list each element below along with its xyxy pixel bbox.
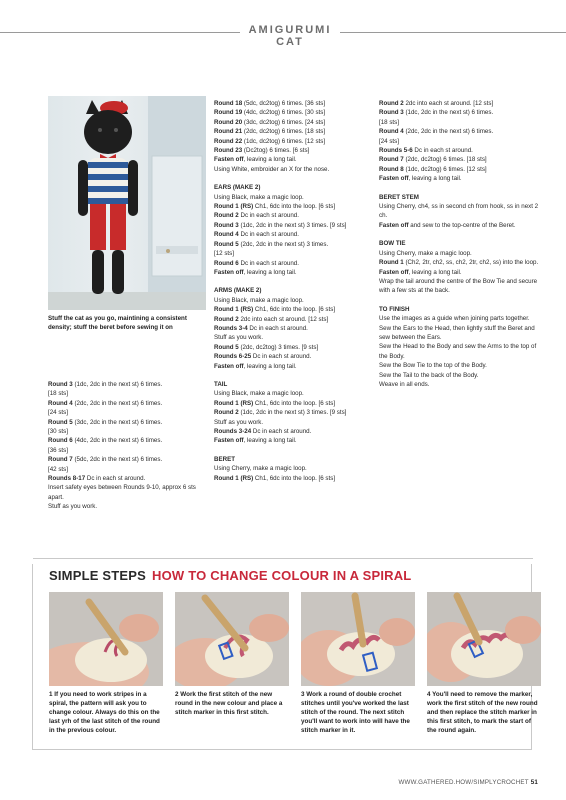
pattern-line-label: Round 21 [214, 128, 243, 136]
pattern-line-text: (2dc, 2dc in the next st) 3 times. [238, 240, 329, 248]
pattern-line-text: Dc in each st around. [412, 147, 473, 155]
pattern-line [214, 268, 374, 277]
pattern-line-label: Rounds 6-25 [214, 353, 252, 361]
pattern-line-text: [18 sts] [48, 390, 68, 398]
pattern-line-text: Dc in each st around. [247, 324, 308, 332]
pattern-line [214, 240, 374, 249]
section-heading: BERET [214, 455, 235, 463]
pattern-line-text: , leaving a long tail. [408, 175, 462, 183]
pattern-line-text: [36 sts] [48, 446, 68, 454]
pattern-line [214, 436, 374, 445]
pattern-line-label: Round 3 [48, 381, 73, 388]
step-4-text [427, 690, 541, 735]
step-3-number: 3 [301, 691, 305, 698]
pattern-line [214, 305, 374, 314]
pattern-line-text: 2dc into each st around. [12 sts] [238, 315, 329, 323]
step-3-text [301, 690, 415, 735]
pattern-line-text: (2dc, dc2tog) 6 times. [18 sts] [403, 156, 487, 164]
pattern-line-label: Round 18 [214, 100, 243, 107]
pattern-line-label: Fasten off [214, 268, 244, 276]
pattern-line [48, 474, 206, 483]
pattern-line-text: , leaving a long tail. [243, 268, 297, 276]
pattern-line-label: Round 20 [214, 118, 243, 126]
pattern-line-text: (1dc, 2dc in the next st) 6 times. [72, 381, 163, 388]
pattern-line [214, 296, 374, 305]
pattern-line-label: Fasten off [214, 362, 244, 370]
pattern-line-text: Use the images as a guide when joining parts together. [379, 315, 530, 323]
pattern-line [214, 399, 374, 408]
pattern-line-text: , leaving a long tail. [243, 362, 297, 370]
pattern-line-label: Rounds 8-17 [48, 475, 86, 483]
step-4 [427, 592, 541, 735]
pattern-line-label: Fasten off [214, 156, 244, 164]
pattern-line [379, 361, 539, 370]
pattern-line-label: Fasten off [379, 175, 409, 183]
step-4-photo [427, 592, 541, 686]
step-4-instructions: You'll need to remove the marker, work the first stitch of the new round and then replace the stitch marker in this first stitch, to mark the start of the round again. [427, 691, 538, 734]
step-2 [175, 592, 289, 717]
pattern-line-text: Dc in each st around. [85, 475, 146, 483]
column-3 [379, 99, 539, 389]
pattern-line-label: Rounds 5-6 [379, 147, 413, 155]
pattern-line [379, 146, 539, 155]
pattern-line [379, 108, 539, 117]
pattern-line-label: Round 6 [48, 437, 73, 445]
pattern-line-text: Using Cherry, make a magic loop. [379, 249, 472, 257]
pattern-line [379, 371, 539, 380]
pattern-line [48, 427, 206, 436]
pattern-line-label: Round 1 (RS) [214, 203, 254, 211]
pattern-line-text: Ch1, 6dc into the loop. [6 sts] [253, 203, 336, 211]
pattern-line-text: Ch1, 6dc into the loop. [6 sts] [253, 306, 336, 314]
pattern-line [379, 277, 539, 296]
pattern-line [214, 193, 374, 202]
pattern-line-label: Round 1 (RS) [214, 306, 254, 314]
pattern-line-text: Ch1, 6dc into the loop. [6 sts] [253, 474, 336, 482]
pattern-line [48, 408, 206, 417]
pattern-line [48, 483, 206, 502]
pattern-line-text: (Dc2tog) 6 times. [6 sts] [242, 147, 310, 155]
pattern-line-text: Sew the Ears to the Head, then lightly stuff the Beret and sew between the Ears. [379, 324, 535, 341]
pattern-line-text: , leaving a long tail. [408, 268, 462, 276]
pattern-line-label: Round 23 [214, 147, 243, 155]
step-2-photo [175, 592, 289, 686]
pattern-line [214, 259, 374, 268]
footer-url: WWW.GATHERED.HOW/SIMPLYCROCHET [398, 779, 529, 786]
steps-title [49, 568, 411, 583]
pattern-line [214, 474, 374, 483]
pattern-line-label: Round 22 [214, 137, 243, 145]
pattern-line-text: Using White, embroider an X for the nose. [214, 165, 330, 173]
pattern-line-text: (2dc, 2dc in the next st) 6 times. [403, 128, 494, 136]
pattern-line [214, 315, 374, 324]
pattern-line-text: (2dc, dc2tog) 6 times. [18 sts] [242, 128, 326, 136]
pattern-line [379, 118, 539, 127]
simple-steps-box [32, 564, 538, 750]
section-heading: TAIL [214, 380, 228, 388]
section-heading: BERET STEM [379, 193, 419, 201]
pattern-line-text: Insert safety eyes between Rounds 9-10, approx 6 sts apart. [48, 484, 196, 501]
pattern-line-text: [24 sts] [379, 137, 399, 145]
pattern-line [214, 418, 374, 427]
pattern-line-text: (4dc, dc2tog) 6 times. [30 sts] [242, 109, 326, 117]
step-3-photo [301, 592, 415, 686]
pattern-line-text: (1dc, 2dc in the next st) 3 times. [9 sts] [238, 409, 347, 417]
pattern-line-text: Stuff as you work. [48, 503, 98, 511]
pattern-line [214, 408, 374, 417]
pattern-line [48, 380, 206, 389]
pattern-line [214, 137, 374, 146]
pattern-line-label: Round 3 [379, 109, 404, 117]
pattern-line-text: [42 sts] [48, 465, 68, 473]
pattern-line-label: Round 5 [48, 418, 73, 426]
step-2-number: 2 [175, 691, 179, 698]
pattern-line-text: , leaving a long tail. [243, 437, 297, 445]
pattern-line [214, 230, 374, 239]
pattern-line-label: Round 2 [214, 409, 239, 417]
pattern-line-label: Round 1 [379, 259, 404, 267]
pattern-line-label: Fasten off [379, 221, 409, 229]
amigurumi-cat-photo [48, 96, 206, 310]
step-4-number: 4 [427, 691, 431, 698]
pattern-line [48, 399, 206, 408]
pattern-line-label: Round 3 [214, 221, 239, 229]
pattern-line [379, 342, 539, 361]
pattern-line-text: Using Cherry, ch4, ss in second ch from hook, ss in next 2 ch. [379, 203, 539, 220]
section-heading: BOW TIE [379, 240, 406, 248]
pattern-line-label: Round 7 [379, 156, 404, 164]
pattern-line [214, 202, 374, 211]
pattern-line [214, 108, 374, 117]
pattern-line [214, 165, 374, 174]
pattern-line-text: (1dc, 2dc in the next st) 6 times. [403, 109, 494, 117]
pattern-line-label: Round 7 [48, 456, 73, 464]
section-title: AMIGURUMI CAT [248, 24, 332, 48]
pattern-line-label: Round 5 [214, 240, 239, 248]
pattern-line-text: Weave in all ends. [379, 380, 430, 388]
pattern-line-text: Using Cherry, make a magic loop. [214, 465, 307, 473]
pattern-line-label: Round 2 [214, 315, 239, 323]
pattern-line [379, 165, 539, 174]
pattern-line [214, 333, 374, 342]
step-2-instructions: Work the first stitch of the new round in the new colour and place a stitch marker in this first stitch. [175, 691, 283, 716]
pattern-line-text: and sew to the top-centre of the Beret. [408, 221, 516, 229]
pattern-line-label: Round 2 [214, 212, 239, 220]
pattern-line-label: Rounds 3-24 [214, 428, 252, 435]
column-1 [48, 380, 206, 512]
pattern-line [214, 343, 374, 352]
section-heading: EARS (MAKE 2) [214, 184, 261, 192]
pattern-line-text: Wrap the tail around the centre of the Bow Tie and secure with a few sts at the back. [379, 277, 538, 295]
pattern-line-text: Sew the Bow Tie to the top of the Body. [379, 362, 487, 370]
pattern-line [214, 389, 374, 398]
pattern-line [214, 118, 374, 127]
step-1 [49, 592, 163, 735]
pattern-line [48, 436, 206, 445]
steps-title-topic: HOW TO CHANGE COLOUR IN A SPIRAL [152, 568, 412, 583]
pattern-line-text: , leaving a long tail. [243, 156, 297, 164]
pattern-line-label: Round 4 [214, 231, 239, 239]
pattern-line [379, 202, 539, 221]
pattern-line-text: Ch1, 6dc into the loop. [6 sts] [253, 399, 336, 407]
pattern-line [379, 127, 539, 136]
pattern-line-label: Rounds 3-4 [214, 324, 248, 332]
pattern-line [379, 174, 539, 183]
pattern-line [48, 465, 206, 474]
pattern-line-text: Dc in each st around. [238, 212, 299, 220]
pattern-line [214, 211, 374, 220]
steps-divider [33, 558, 533, 559]
pattern-line [214, 146, 374, 155]
pattern-line-label: Round 2 [379, 100, 404, 107]
pattern-line [214, 249, 374, 258]
pattern-line-text: (2dc, dc2tog) 3 times. [9 sts] [238, 343, 319, 351]
pattern-line-text: (3dc, 2dc in the next st) 6 times. [72, 418, 163, 426]
page-number: 51 [530, 779, 538, 786]
pattern-line-text: (3dc, dc2tog) 6 times. [24 sts] [242, 118, 326, 126]
pattern-line-label: Round 1 (RS) [214, 399, 254, 407]
page-footer [398, 779, 538, 786]
pattern-line-text: (4dc, 2dc in the next st) 6 times. [72, 437, 163, 445]
step-1-instructions: If you need to work stripes in a spiral, the pattern will ask you to change colour. Always do this on the last yrh of the last stitch of the round in the previous colour. [49, 691, 160, 734]
pattern-line-label: Round 8 [379, 165, 404, 173]
pattern-line-text: (2dc, 2dc in the next st) 6 times. [72, 399, 163, 407]
pattern-line-text: 2dc into each st around. [12 sts] [403, 100, 494, 107]
step-3-instructions: Work a round of double crochet stitches until you've worked the last stitch of the round. The next stitch you'll want to work into will have the stitch marker in it. [301, 691, 410, 734]
pattern-line [379, 314, 539, 323]
pattern-line [214, 127, 374, 136]
pattern-line [214, 464, 374, 473]
pattern-line [379, 221, 539, 230]
pattern-line-label: Round 5 [214, 343, 239, 351]
pattern-line-text: (5dc, dc2tog) 6 times. [36 sts] [242, 100, 326, 107]
pattern-line [379, 99, 539, 108]
pattern-line [214, 155, 374, 164]
pattern-line-label: Round 4 [48, 399, 73, 407]
pattern-line [379, 258, 539, 267]
pattern-line [379, 380, 539, 389]
pattern-line-text: Sew the Head to the Body and sew the Arms to the top of the Body. [379, 343, 537, 360]
pattern-line-text: Using Black, make a magic loop. [214, 296, 304, 304]
pattern-line-text: Stuff as you work. [214, 334, 264, 342]
pattern-line-label: Fasten off [379, 268, 409, 276]
step-1-text [49, 690, 163, 735]
pattern-line [379, 137, 539, 146]
pattern-line-text: [12 sts] [214, 250, 234, 258]
pattern-line-label: Round 6 [214, 259, 239, 267]
pattern-line-text: [30 sts] [48, 428, 68, 436]
step-1-photo [49, 592, 163, 686]
pattern-line [379, 268, 539, 277]
pattern-line [214, 427, 374, 436]
pattern-line [214, 99, 374, 108]
pattern-line [214, 352, 374, 361]
steps-title-label: SIMPLE STEPS [49, 568, 147, 583]
page-header [0, 18, 566, 48]
pattern-line-text: Using Black, make a magic loop. [214, 193, 304, 201]
pattern-line [48, 455, 206, 464]
section-heading: TO FINISH [379, 305, 410, 313]
step-1-number: 1 [49, 691, 53, 698]
pattern-line-text: Dc in each st around. [238, 259, 299, 267]
pattern-line [379, 155, 539, 164]
step-3 [301, 592, 415, 735]
pattern-line [214, 221, 374, 230]
header-rule-left [0, 32, 240, 33]
pattern-line [379, 249, 539, 258]
pattern-line-text: (1dc, 2dc in the next st) 3 times. [9 sts] [238, 221, 347, 229]
pattern-line [48, 446, 206, 455]
pattern-line-text: (5dc, 2dc in the next st) 6 times. [72, 456, 163, 464]
pattern-line-text: Sew the Tail to the back of the Body. [379, 371, 479, 379]
pattern-line [214, 324, 374, 333]
pattern-line-text: [24 sts] [48, 409, 68, 417]
pattern-line-text: Using Black, make a magic loop. [214, 390, 304, 398]
pattern-line-text: Dc in each st around. [251, 428, 312, 435]
pattern-line [379, 324, 539, 343]
pattern-line-text: (1dc, dc2tog) 6 times. [12 sts] [403, 165, 487, 173]
pattern-line-text: Dc in each st around. [251, 353, 312, 361]
pattern-line-label: Round 19 [214, 109, 243, 117]
pattern-line-text: Stuff as you work. [214, 418, 264, 426]
column-2 [214, 99, 374, 483]
pattern-line [48, 389, 206, 398]
pattern-line [214, 362, 374, 371]
pattern-line-label: Round 1 (RS) [214, 474, 254, 482]
step-2-text [175, 690, 289, 717]
pattern-line [48, 418, 206, 427]
pattern-line-text: Dc in each st around. [238, 231, 299, 239]
header-rule-right [340, 32, 566, 33]
pattern-line-text: [18 sts] [379, 118, 399, 126]
pattern-line-text: (1dc, dc2tog) 6 times. [12 sts] [242, 137, 326, 145]
pattern-line-text: (Ch2, 2tr, ch2, ss, ch2, 2tr, ch2, ss) into the loop. [403, 259, 539, 267]
pattern-line [48, 502, 206, 511]
pattern-line-label: Round 4 [379, 128, 404, 136]
pattern-line-label: Fasten off [214, 437, 244, 445]
photo-caption: Stuff the cat as you go, maintining a consistent density; stuff the beret before sewing it on [48, 315, 187, 331]
section-heading: ARMS (MAKE 2) [214, 287, 262, 295]
